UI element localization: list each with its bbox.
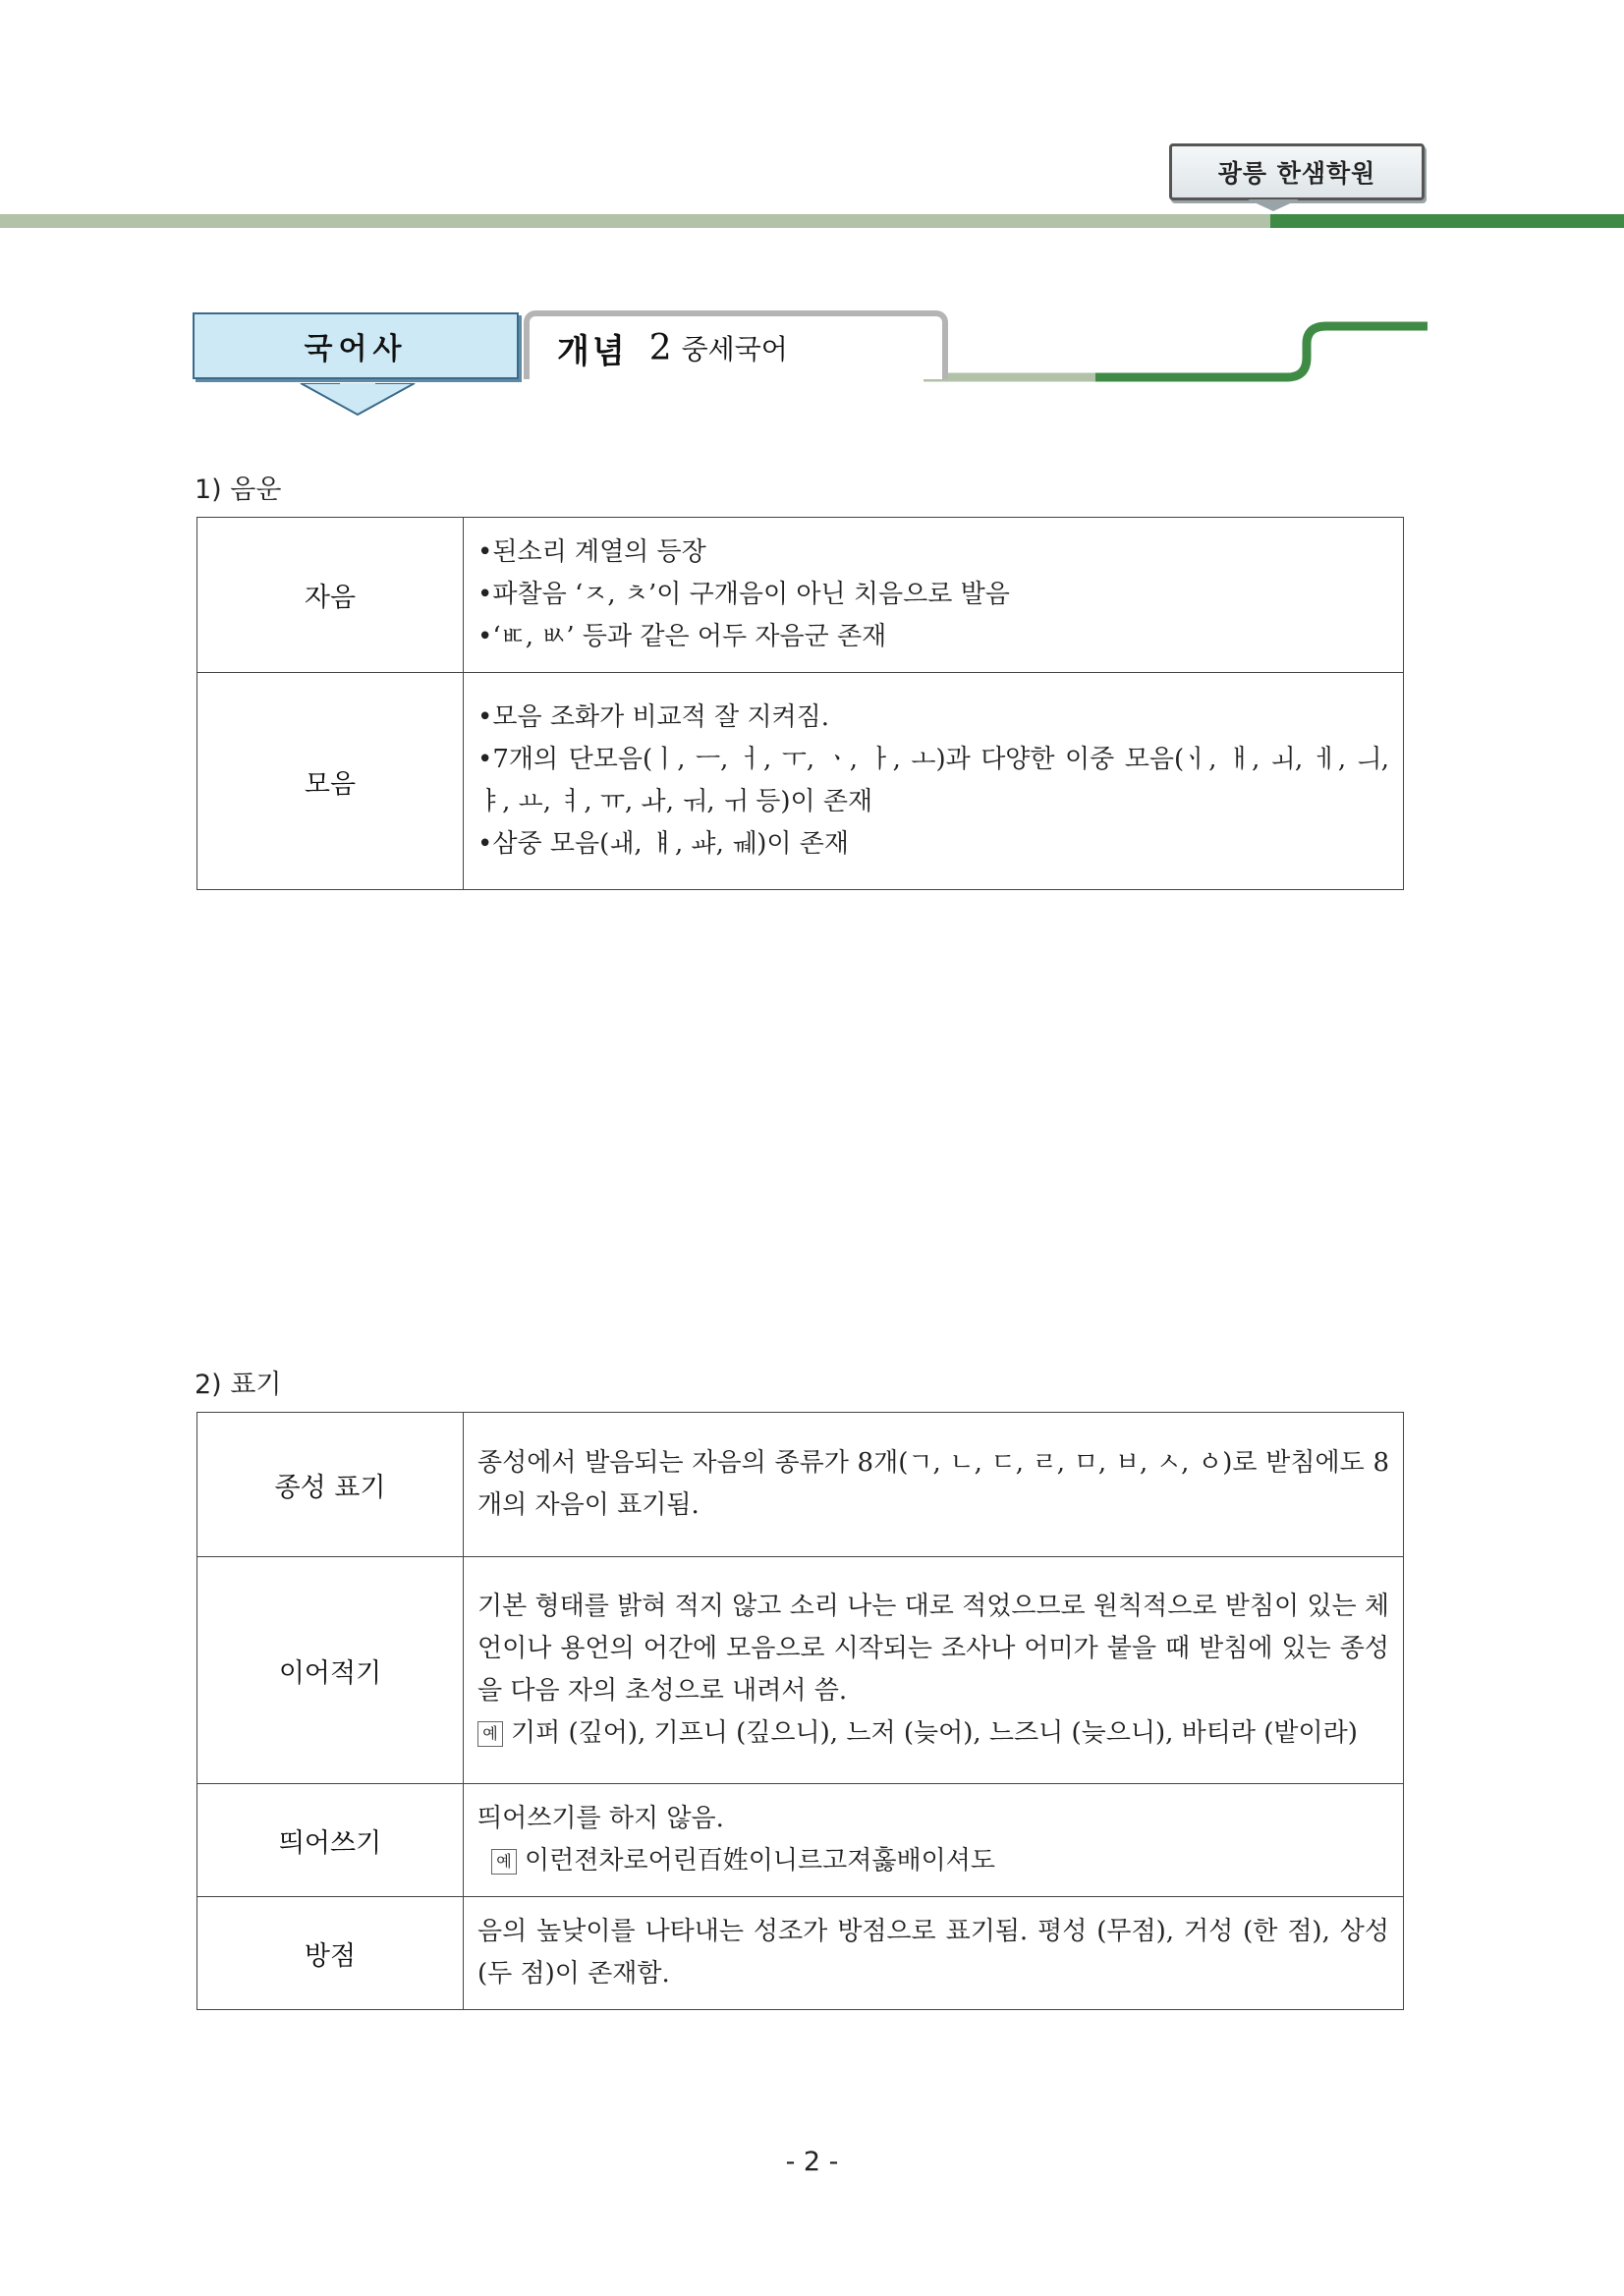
content-line: •‘ㅳ, ㅄ’ 등과 같은 어두 자음군 존재: [477, 622, 887, 651]
content-line: •모음 조화가 비교적 잘 지켜짐.: [477, 702, 830, 732]
subject-tag: [193, 312, 519, 379]
orthography-table: [196, 1412, 1404, 2010]
row-content: [464, 518, 1404, 673]
example-mark: 예: [477, 1721, 503, 1747]
row-label: 방점: [197, 1897, 464, 2010]
row-label: 자음: [197, 518, 464, 673]
subject-label: 국어사: [304, 332, 408, 366]
row-label: 띄어쓰기: [197, 1784, 464, 1897]
phonology-table: [196, 517, 1404, 890]
example-text: 기퍼 (깊어), 기프니 (깊으니), 느저 (늦어), 느즈니 (늦으니), 바티라 (밭이라): [511, 1718, 1358, 1748]
table-row: [197, 518, 1404, 673]
content-line: •7개의 단모음(ㅣ, ㅡ, ㅓ, ㅜ, ㆍ, ㅏ, ㅗ)과 다양한 이중 모음(ㆎ, ㅐ, ㅚ, ㅔ, ㅢ, ㅑ, ㅛ, ㅕ, ㅠ, ㅘ, ㅝ, ㅟ 등)이 존재: [477, 745, 1389, 816]
row-label: 이어적기: [197, 1557, 464, 1784]
example-line: [477, 1712, 1389, 1755]
content-line: •파찰음 ‘ㅈ, ㅊ’이 구개음이 아닌 치음으로 발음: [477, 580, 1010, 609]
page-number: - 2 -: [785, 2147, 839, 2177]
content-text: 띄어쓰기를 하지 않음.: [477, 1804, 724, 1833]
example-text: 이런젼차로어린百姓이니르고져홇배이셔도: [525, 1846, 995, 1876]
section-heading-orthography: 2) 표기: [195, 1370, 282, 1400]
concept-header: [524, 310, 948, 379]
row-content: 음의 높낮이를 나타내는 성조가 방점으로 표기됨. 평성 (무점), 거성 (한 점), 상성 (두 점)이 존재함.: [464, 1897, 1404, 2010]
table-row: [197, 1557, 1404, 1784]
row-label: 모음: [197, 673, 464, 890]
concept-label: 개념: [557, 331, 628, 371]
table-row: [197, 1413, 1404, 1557]
section-heading-phonology: 1) 음운: [195, 475, 282, 505]
row-content: [464, 1784, 1404, 1897]
concept-title: 중세국어: [681, 333, 788, 365]
row-label: 종성 표기: [197, 1413, 464, 1557]
table-row: [197, 1784, 1404, 1897]
content-line: •된소리 계열의 등장: [477, 537, 706, 567]
table-row: [197, 673, 1404, 890]
row-content: [464, 1557, 1404, 1784]
table-row: [197, 1897, 1404, 2010]
row-content: 종성에서 발음되는 자음의 종류가 8개(ㄱ, ㄴ, ㄷ, ㄹ, ㅁ, ㅂ, ㅅ, ㆁ)로 받침에도 8개의 자음이 표기됨.: [464, 1413, 1404, 1557]
row-content: [464, 673, 1404, 890]
down-arrow-icon: [299, 383, 417, 422]
content-line: •삼중 모음(ㅙ, ㅒ, ㆇ, ㆋ)이 존재: [477, 829, 850, 859]
concept-number: 2: [648, 327, 672, 368]
academy-name: 광릉 한샘학원: [1217, 159, 1376, 188]
content-text: 기본 형태를 밝혀 적지 않고 소리 나는 대로 적었으므로 원칙적으로 받침이 있는 체언이나 용언의 어간에 모음으로 시작되는 조사나 어미가 붙을 때 받침에 있는 종성을 다음 자의 초성으로 내려서 씀.: [477, 1592, 1390, 1706]
example-line: [477, 1840, 1389, 1882]
example-mark: 예: [491, 1849, 517, 1875]
